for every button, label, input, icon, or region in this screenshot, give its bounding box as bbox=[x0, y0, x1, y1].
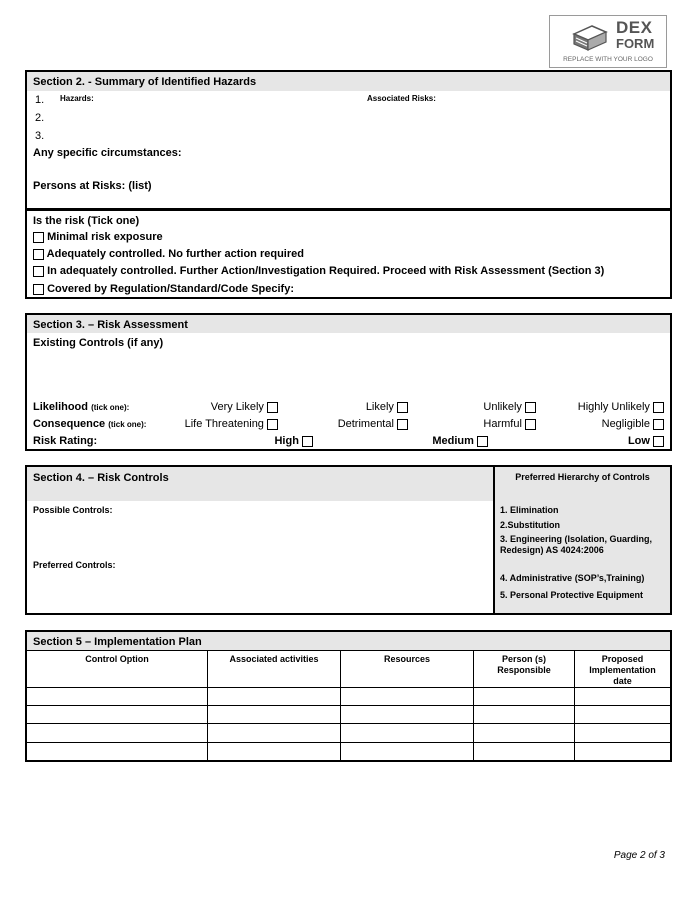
rating-low[interactable] bbox=[567, 435, 664, 447]
page-number: Page 2 of 3 bbox=[613, 850, 665, 861]
risk-tick-box bbox=[25, 209, 672, 299]
consequence-hint: (tick one): bbox=[108, 420, 147, 429]
risk-option-label: Adequately controlled. No further action required bbox=[46, 248, 304, 260]
hazard-num-2: 2. bbox=[35, 112, 45, 124]
column-header-implementation-date: Proposed Implementation date bbox=[589, 654, 656, 686]
option-label: Negligible bbox=[601, 418, 650, 430]
risk-option-minimal[interactable] bbox=[33, 231, 163, 243]
checkbox[interactable] bbox=[33, 249, 44, 260]
option-label: Medium bbox=[432, 435, 474, 447]
rating-high[interactable] bbox=[207, 435, 313, 447]
table-row[interactable] bbox=[27, 723, 670, 724]
column-header-person-responsible: Person (s) Responsible bbox=[497, 654, 551, 675]
checkbox[interactable] bbox=[33, 232, 44, 243]
column-header-associated-activities: Associated activities bbox=[229, 654, 319, 664]
associated-risks-label: Associated Risks: bbox=[367, 94, 436, 103]
checkbox[interactable] bbox=[653, 436, 664, 447]
column-header-control-option: Control Option bbox=[85, 654, 149, 664]
logo-text-dex: DEX bbox=[616, 18, 653, 37]
possible-controls-label: Possible Controls: bbox=[33, 505, 113, 515]
consequence-label bbox=[33, 418, 146, 430]
option-label: Very Likely bbox=[210, 401, 264, 413]
risk-option-adequate[interactable] bbox=[33, 248, 304, 260]
persons-label: Persons at Risks: (list) bbox=[33, 180, 152, 192]
hierarchy-title: Preferred Hierarchy of Controls bbox=[515, 472, 650, 482]
checkbox[interactable] bbox=[397, 402, 408, 413]
logo-tagline: REPLACE WITH YOUR LOGO bbox=[563, 56, 653, 63]
option-label: Low bbox=[627, 435, 650, 447]
hierarchy-item-ppe: 5. Personal Protective Equipment bbox=[500, 590, 644, 600]
preferred-controls-label: Preferred Controls: bbox=[33, 560, 116, 570]
table-row[interactable] bbox=[27, 705, 670, 706]
hazard-num-3: 3. bbox=[35, 130, 45, 142]
section5-title: Section 5 – Implementation Plan bbox=[33, 636, 202, 648]
checkbox[interactable] bbox=[477, 436, 488, 447]
section2-title: Section 2. - Summary of Identified Hazards bbox=[33, 76, 257, 88]
consequence-title: Consequence bbox=[33, 418, 106, 430]
option-label: Highly Unlikely bbox=[577, 401, 650, 413]
likelihood-title: Likelihood bbox=[33, 401, 88, 413]
option-label: Harmful bbox=[483, 418, 522, 430]
option-label: High bbox=[274, 435, 299, 447]
table-row[interactable] bbox=[27, 687, 670, 688]
section2-box bbox=[25, 70, 672, 210]
section3-title: Section 3. – Risk Assessment bbox=[33, 319, 188, 331]
likelihood-label bbox=[33, 401, 129, 413]
consequence-life-threatening[interactable] bbox=[157, 418, 278, 430]
risk-option-label: Covered by Regulation/Standard/Code Specify: bbox=[47, 283, 294, 295]
rating-medium[interactable] bbox=[387, 435, 488, 447]
option-label: Life Threatening bbox=[184, 418, 264, 430]
checkbox[interactable] bbox=[267, 419, 278, 430]
logo bbox=[549, 15, 667, 68]
logo-text-form: FORM bbox=[616, 36, 655, 51]
section4-title: Section 4. – Risk Controls bbox=[33, 472, 169, 484]
risk-option-covered[interactable] bbox=[33, 283, 294, 295]
checkbox[interactable] bbox=[33, 284, 44, 295]
hazard-num-1: 1. bbox=[35, 94, 45, 106]
checkbox[interactable] bbox=[653, 419, 664, 430]
hierarchy-item-engineering: 3. Engineering (Isolation, Guarding, Redesign) AS 4024:2006 bbox=[500, 534, 653, 555]
hierarchy-item-substitution: 2.Substitution bbox=[500, 520, 560, 530]
risk-option-label: In adequately controlled. Further Action/Investigation Required. Proceed with Risk Assessment (Section 3) bbox=[47, 265, 605, 277]
hazards-label: Hazards: bbox=[60, 94, 94, 103]
likelihood-unlikely[interactable] bbox=[415, 401, 536, 413]
option-label: Likely bbox=[365, 401, 394, 413]
section4-box bbox=[25, 465, 672, 615]
option-label: Unlikely bbox=[483, 401, 522, 413]
hierarchy-item-elimination: 1. Elimination bbox=[500, 505, 559, 515]
checkbox[interactable] bbox=[33, 266, 44, 277]
consequence-harmful[interactable] bbox=[415, 418, 536, 430]
column-header-resources: Resources bbox=[383, 654, 431, 664]
table-row[interactable] bbox=[27, 742, 670, 743]
checkbox[interactable] bbox=[267, 402, 278, 413]
checkbox[interactable] bbox=[302, 436, 313, 447]
option-label: Detrimental bbox=[337, 418, 394, 430]
consequence-negligible[interactable] bbox=[527, 418, 664, 430]
risk-option-label: Minimal risk exposure bbox=[47, 231, 163, 243]
existing-controls-label: Existing Controls (if any) bbox=[33, 337, 164, 349]
hierarchy-item-administrative: 4. Administrative (SOP’s,Training) bbox=[500, 573, 645, 583]
checkbox[interactable] bbox=[397, 419, 408, 430]
logo-stack-icon bbox=[572, 22, 608, 54]
checkbox[interactable] bbox=[653, 402, 664, 413]
likelihood-highly-unlikely[interactable] bbox=[527, 401, 664, 413]
risk-rating-label: Risk Rating: bbox=[33, 435, 98, 447]
consequence-detrimental[interactable] bbox=[287, 418, 408, 430]
section5-box bbox=[25, 630, 672, 762]
likelihood-very-likely[interactable] bbox=[157, 401, 278, 413]
circumstances-label: Any specific circumstances: bbox=[33, 147, 182, 159]
risk-option-inadequate[interactable] bbox=[33, 265, 604, 277]
section3-box bbox=[25, 313, 672, 451]
likelihood-hint: (tick one): bbox=[91, 403, 130, 412]
likelihood-likely[interactable] bbox=[287, 401, 408, 413]
risk-question: Is the risk (Tick one) bbox=[33, 215, 140, 227]
